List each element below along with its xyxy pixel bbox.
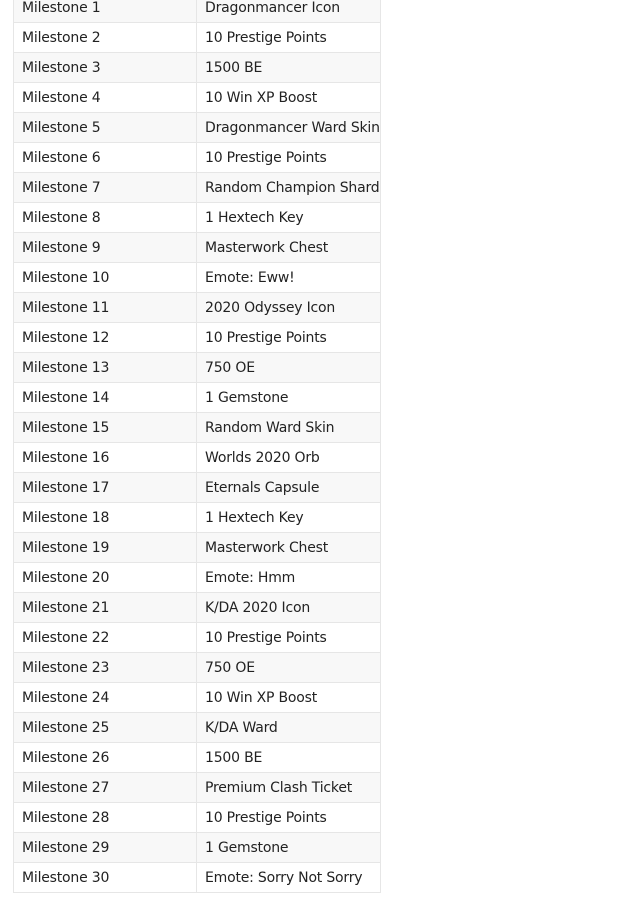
reward-cell: Eternals Capsule: [197, 473, 381, 503]
milestone-cell: Milestone 9: [14, 233, 197, 263]
table-row: [14, 233, 381, 263]
milestone-cell: Milestone 25: [14, 713, 197, 743]
reward-cell: 10 Prestige Points: [197, 23, 381, 53]
table-row: [14, 53, 381, 83]
milestone-cell: Milestone 27: [14, 773, 197, 803]
reward-cell: 1500 BE: [197, 743, 381, 773]
table-row: [14, 623, 381, 653]
milestone-cell: Milestone 1: [14, 0, 197, 23]
milestone-cell: Milestone 18: [14, 503, 197, 533]
reward-cell: Masterwork Chest: [197, 233, 381, 263]
table-row: [14, 353, 381, 383]
table-row: [14, 23, 381, 53]
reward-cell: 2020 Odyssey Icon: [197, 293, 381, 323]
milestone-cell: Milestone 28: [14, 803, 197, 833]
milestone-cell: Milestone 21: [14, 593, 197, 623]
table-row: [14, 803, 381, 833]
table-row: [14, 83, 381, 113]
milestone-cell: Milestone 26: [14, 743, 197, 773]
reward-cell: K/DA Ward: [197, 713, 381, 743]
reward-cell: 750 OE: [197, 653, 381, 683]
table-row: [14, 203, 381, 233]
milestone-cell: Milestone 3: [14, 53, 197, 83]
table-row: [14, 563, 381, 593]
reward-cell: 10 Prestige Points: [197, 143, 381, 173]
rewards-table-container: [13, 0, 380, 893]
milestone-cell: Milestone 10: [14, 263, 197, 293]
table-row: [14, 293, 381, 323]
milestone-cell: Milestone 20: [14, 563, 197, 593]
table-row: [14, 653, 381, 683]
table-row: [14, 443, 381, 473]
milestone-cell: Milestone 17: [14, 473, 197, 503]
table-row: [14, 0, 381, 23]
milestone-cell: Milestone 7: [14, 173, 197, 203]
milestone-cell: Milestone 22: [14, 623, 197, 653]
milestone-cell: Milestone 12: [14, 323, 197, 353]
reward-cell: K/DA 2020 Icon: [197, 593, 381, 623]
reward-cell: Emote: Hmm: [197, 563, 381, 593]
reward-cell: Premium Clash Ticket: [197, 773, 381, 803]
table-row: [14, 713, 381, 743]
table-row: [14, 833, 381, 863]
reward-cell: 1 Gemstone: [197, 833, 381, 863]
milestone-cell: Milestone 23: [14, 653, 197, 683]
table-row: [14, 263, 381, 293]
reward-cell: 10 Prestige Points: [197, 623, 381, 653]
reward-cell: Random Champion Shard: [197, 173, 381, 203]
reward-cell: 1 Hextech Key: [197, 203, 381, 233]
milestone-cell: Milestone 14: [14, 383, 197, 413]
milestone-cell: Milestone 16: [14, 443, 197, 473]
reward-cell: Masterwork Chest: [197, 533, 381, 563]
milestone-cell: Milestone 8: [14, 203, 197, 233]
reward-cell: 1 Hextech Key: [197, 503, 381, 533]
reward-cell: Emote: Eww!: [197, 263, 381, 293]
table-row: [14, 683, 381, 713]
table-row: [14, 173, 381, 203]
table-row: [14, 863, 381, 893]
milestone-cell: Milestone 11: [14, 293, 197, 323]
table-row: [14, 743, 381, 773]
reward-cell: 750 OE: [197, 353, 381, 383]
milestone-cell: Milestone 13: [14, 353, 197, 383]
table-row: [14, 773, 381, 803]
table-row: [14, 383, 381, 413]
table-row: [14, 323, 381, 353]
table-row: [14, 413, 381, 443]
table-row: [14, 113, 381, 143]
table-row: [14, 533, 381, 563]
reward-cell: Dragonmancer Icon: [197, 0, 381, 23]
reward-cell: Emote: Sorry Not Sorry: [197, 863, 381, 893]
rewards-table-body: [14, 0, 381, 893]
table-row: [14, 503, 381, 533]
milestone-cell: Milestone 15: [14, 413, 197, 443]
milestone-cell: Milestone 24: [14, 683, 197, 713]
reward-cell: 10 Prestige Points: [197, 803, 381, 833]
milestone-cell: Milestone 30: [14, 863, 197, 893]
reward-cell: Dragonmancer Ward Skin: [197, 113, 381, 143]
milestone-cell: Milestone 29: [14, 833, 197, 863]
milestone-cell: Milestone 4: [14, 83, 197, 113]
table-row: [14, 143, 381, 173]
reward-cell: 10 Prestige Points: [197, 323, 381, 353]
milestone-cell: Milestone 5: [14, 113, 197, 143]
milestone-cell: Milestone 2: [14, 23, 197, 53]
reward-cell: 1 Gemstone: [197, 383, 381, 413]
milestone-cell: Milestone 6: [14, 143, 197, 173]
reward-cell: 10 Win XP Boost: [197, 83, 381, 113]
reward-cell: 1500 BE: [197, 53, 381, 83]
table-row: [14, 593, 381, 623]
reward-cell: 10 Win XP Boost: [197, 683, 381, 713]
reward-cell: Random Ward Skin: [197, 413, 381, 443]
rewards-table: [13, 0, 381, 893]
table-row: [14, 473, 381, 503]
reward-cell: Worlds 2020 Orb: [197, 443, 381, 473]
milestone-cell: Milestone 19: [14, 533, 197, 563]
